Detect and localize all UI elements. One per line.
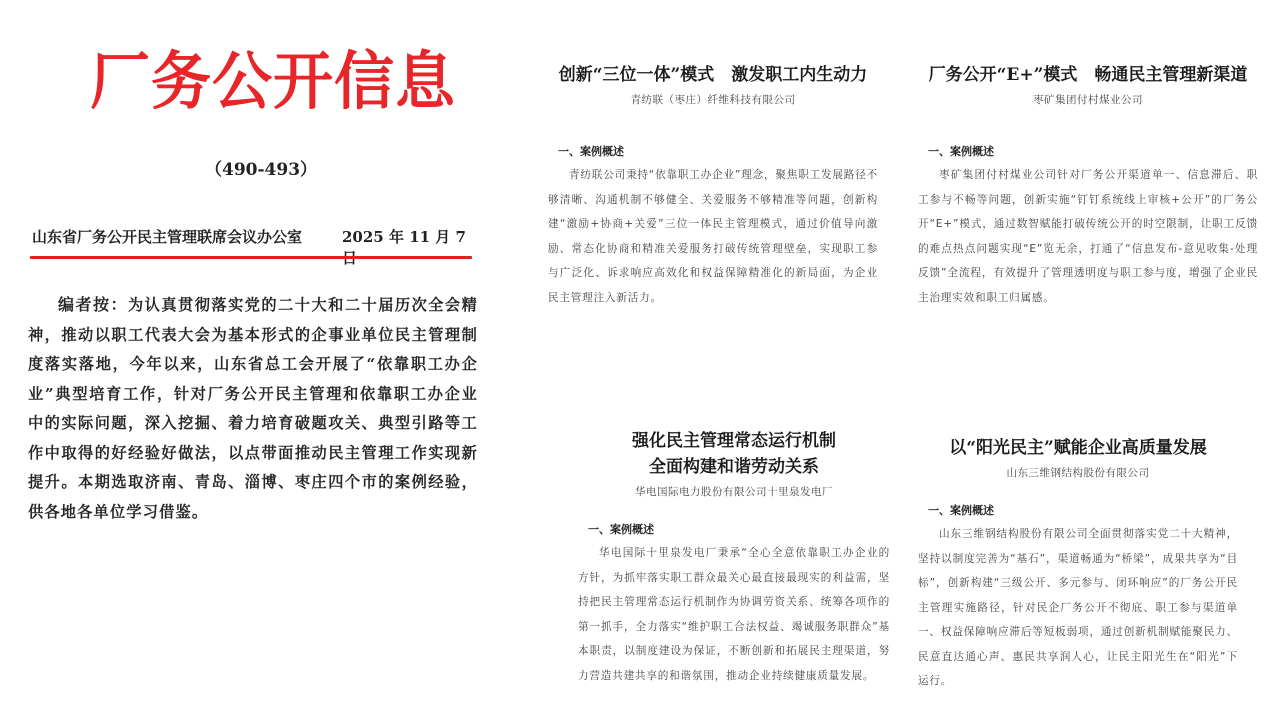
case-card [918,62,1258,310]
case-title-line: 强化民主管理常态运行机制 [632,431,836,451]
case-body-text: 枣矿集团付村煤业公司针对厂务公开渠道单一、信息滞后、职工参与不畅等问题，创新实施“钉钉系统线上审核+公开”的厂务公开“E+”模式，通过数智赋能打破传统公开的时空限制，让职工反馈的难点热点问题实现“E”览无余，打通了“信息发布-意见收集-处理反馈”全流程，有效提升了管理透明度与职工参与度，增强了企业民主治理实效和职工归属感。 [918,169,1258,304]
case-title-line: 全面构建和谐劳动关系 [649,457,819,477]
case-body [918,522,1238,694]
case-title [548,62,878,88]
editor-note-label: 编者按： [58,295,128,314]
case-section-heading: 一、案例概述 [558,145,624,158]
case-body [548,163,878,310]
issue-date: 2025 年 11 月 7 [342,228,466,246]
case-body [918,163,1258,310]
red-divider [30,256,472,259]
case-title-line: 以“阳光民主”赋能企业高质量发展 [949,438,1207,458]
case-body [578,541,890,688]
case-section-heading: 一、案例概述 [928,504,994,517]
issue-number: （490-493） [205,160,318,180]
case-title-line: 厂务公开“E+”模式 畅通民主管理新渠道 [928,65,1248,85]
editor-note [28,290,478,527]
bulletin-page [0,0,500,710]
editor-note-text: 为认真贯彻落实党的二十大和二十届历次全会精神，推动以职工代表大会为基本形式的企事业单位民主管理制度落实落地，今年以来，山东省总工会开展了“依靠职工办企业”典型培育工作，针对厂务公开民主管理和依靠职工办企业中的实际问题，深入挖掘、着力培育破题攻关、典型引路等工作中取得的好经验好做法，以点带面推动民主管理工作实现新提升。本期选取济南、青岛、淄博、枣庄四个市的案例经验，供各地各单位学习借鉴。 [28,296,478,521]
issuer-org: 山东省厂务公开民主管理联席会议办公室 [32,228,303,246]
case-company: 青纺联（枣庄）纤维科技有限公司 [630,94,796,106]
case-card [918,435,1238,694]
case-company: 枣矿集团付村煤业公司 [1033,94,1143,106]
case-title [578,428,890,480]
case-card [548,62,878,310]
case-section-heading: 一、案例概述 [588,523,654,536]
case-body-text: 青纺联公司秉持“依靠职工办企业”理念，聚焦职工发展路径不够清晰、沟通机制不够健全、关爱服务不够精准等问题，创新构建“激励+协商+关爱”三位一体民主管理模式，通过价值导向激励、常态化协商和精准关爱服务打破传统管理壁垒，实现职工参与广泛化、诉求响应高效化和权益保障精准化的新局面，为企业民主管理注入新活力。 [548,169,878,304]
masthead-title: 厂务公开信息 [90,45,456,119]
case-company: 华电国际电力股份有限公司十里泉发电厂 [635,486,833,498]
case-body-text: 山东三维钢结构股份有限公司全面贯彻落实党二十大精神，坚持以制度完善为“基石”，渠道畅通为“桥梁”，成果共享为“目标”，创新构建“三级公开、多元参与、闭环响应”的厂务公开民主管理实施路径，针对民企厂务公开不彻底、职工参与渠道单一、权益保障响应滞后等短板弱项，通过创新机制赋能聚民力、民意直达通心声、惠民共享润人心，让民主阳光生在“阳光”下运行。 [918,528,1238,687]
case-card [578,428,890,688]
case-title-line: 创新“三位一体”模式 激发职工内生动力 [558,65,868,85]
case-title [918,62,1258,88]
case-title [918,435,1238,461]
case-company: 山东三维钢结构股份有限公司 [1006,467,1150,479]
case-body-text: 华电国际十里泉发电厂秉承“全心全意依靠职工办企业的方针，为抓牢落实职工群众最关心最直接最现实的利益需，坚持把民主管理常态运行机制作为协调劳资关系、统筹各项作的第一抓手，全力落实“维护职工合法权益、竭诚服务职群众”基本职责，以制度建设为保证，不断创新和拓展民主理渠道，努力营造共建共享的和谐氛围，推动企业持续健康质量发展。 [578,547,890,682]
case-section-heading: 一、案例概述 [928,145,994,158]
